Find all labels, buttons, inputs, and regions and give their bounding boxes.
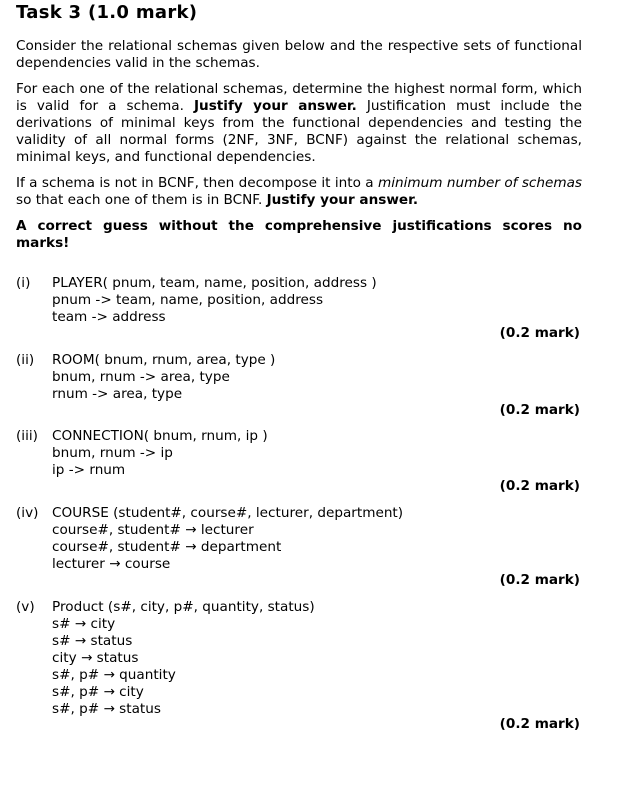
task-number: (iv) xyxy=(16,505,39,521)
intro-paragraph: Consider the relational schemas given below and the respective sets of functional dependencies valid in the schemas. xyxy=(16,38,582,71)
bcnf-note-italic: minimum number of schemas xyxy=(378,175,583,191)
task-number: (ii) xyxy=(16,352,35,368)
task-mark: (0.2 mark) xyxy=(499,716,580,732)
schema-line: ROOM( bnum, rnum, area, type ) xyxy=(52,352,276,368)
dependency-line: city → status xyxy=(52,650,139,666)
dependency-line: s# → status xyxy=(52,633,133,649)
dependency-line: s#, p# → status xyxy=(52,701,161,717)
warning-paragraph: A correct guess without the comprehensive justifications scores no marks! xyxy=(16,218,582,251)
task-schema-lines xyxy=(52,428,268,479)
dependency-line: s#, p# → quantity xyxy=(52,667,176,683)
dependency-line: ip -> rnum xyxy=(52,462,126,478)
dependency-line: course#, student# → department xyxy=(52,539,282,555)
task-title: Task 3 (1.0 mark) xyxy=(16,2,198,23)
schema-line: CONNECTION( bnum, rnum, ip ) xyxy=(52,428,268,444)
bcnf-note-text-before: If a schema is not in BCNF, then decompose it into a xyxy=(16,175,374,191)
task-schema-lines xyxy=(52,352,275,403)
schema-line: PLAYER( pnum, team, name, position, address ) xyxy=(52,275,377,291)
schema-line: Product (s#, city, p#, quantity, status) xyxy=(52,599,315,615)
dependency-line: lecturer → course xyxy=(52,556,171,572)
task-schema-lines xyxy=(52,505,403,573)
dependency-line: s#, p# → city xyxy=(52,684,144,700)
bcnf-note-text-middle: so that each one of them is in BCNF. xyxy=(16,192,263,208)
task-number: (iii) xyxy=(16,428,38,444)
instructions-paragraph xyxy=(16,81,582,166)
dependency-line: team -> address xyxy=(52,309,166,325)
instructions-text-before: For each one of the relational schemas, determine the highest normal form, which is valid for a schema. xyxy=(16,81,582,114)
task-schema-lines xyxy=(52,275,377,326)
bcnf-note-bold: Justify your answer. xyxy=(266,192,419,208)
task-number: (v) xyxy=(16,599,35,615)
bcnf-note-paragraph xyxy=(16,175,582,209)
dependency-line: bnum, rnum -> ip xyxy=(52,445,173,461)
task-schema-lines xyxy=(52,599,315,718)
task-mark: (0.2 mark) xyxy=(499,572,580,588)
task-mark: (0.2 mark) xyxy=(499,478,580,494)
dependency-line: pnum -> team, name, position, address xyxy=(52,292,324,308)
task-mark: (0.2 mark) xyxy=(499,325,580,341)
dependency-line: s# → city xyxy=(52,616,116,632)
instructions-text-after: Justification must include the derivations of minimal keys from the functional dependencies and testing the validity of all normal forms (2NF, 3NF, BCNF) against the relational schemas, minimal keys, and functional dependencies. xyxy=(16,98,582,165)
instructions-bold: Justify your answer. xyxy=(193,98,357,114)
task-number: (i) xyxy=(16,275,31,291)
dependency-line: course#, student# → lecturer xyxy=(52,522,254,538)
dependency-line: bnum, rnum -> area, type xyxy=(52,369,230,385)
dependency-line: rnum -> area, type xyxy=(52,386,183,402)
task-mark: (0.2 mark) xyxy=(499,402,580,418)
schema-line: COURSE (student#, course#, lecturer, department) xyxy=(52,505,404,521)
